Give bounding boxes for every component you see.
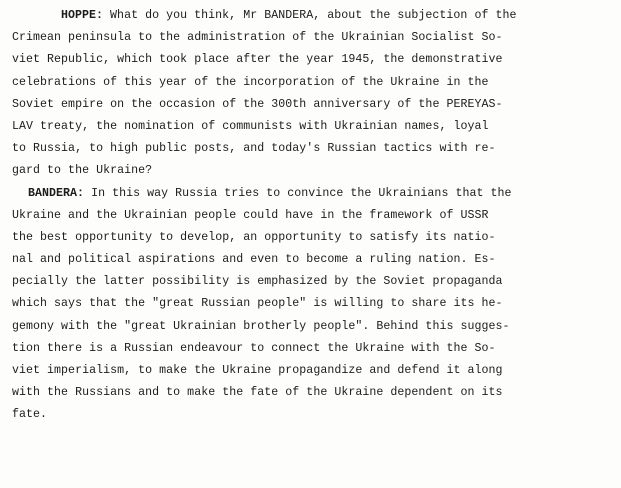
hoppe-line-5: Soviet empire on the occasion of the 300th anniversary of the PEREYAS- (12, 97, 503, 111)
bandera-line-5: pecially the latter possibility is emphasized by the Soviet propaganda (12, 275, 503, 289)
bandera-line-11: fate. (12, 408, 48, 422)
speaker-bandera: BANDERA: (28, 186, 85, 200)
bandera-line-3: the best opportunity to develop, an opportunity to satisfy its natio- (12, 230, 496, 244)
bandera-line-1 (12, 183, 612, 205)
speaker-hoppe: HOPPE: (61, 9, 104, 22)
hoppe-line-3: viet Republic, which took place after the year 1945, the demonstrative (12, 53, 503, 67)
bandera-line-4: nal and political aspirations and even to become a ruling nation. Es- (12, 253, 496, 267)
bandera-line-7: gemony with the "great Ukrainian brotherly people". Behind this sugges- (12, 319, 510, 333)
bandera-line-6: which says that the "great Russian people" is willing to share its he- (12, 297, 503, 311)
text-span: In this way Russia tries to convince the Ukrainians that the (84, 186, 512, 200)
bandera-line-9: viet imperialism, to make the Ukraine propagandize and defend it along (12, 364, 503, 377)
text-span: What do you think, Mr BANDERA, about the subjection of the (103, 9, 517, 22)
hoppe-line-7: to Russia, to high public posts, and today's Russian tactics with re- (12, 142, 496, 156)
hoppe-line-2: Crimean peninsula to the administration of the Ukrainian Socialist So- (12, 31, 503, 45)
bandera-line-8: tion there is a Russian endeavour to connect the Ukraine with the So- (12, 341, 496, 355)
hoppe-line-6: LAV treaty, the nomination of communists with Ukrainian names, loyal (12, 119, 489, 133)
bandera-line-2: Ukraine and the Ukrainian people could have in the framework of USSR (12, 208, 489, 222)
bandera-line-10: with the Russians and to make the fate of the Ukraine dependent on its (12, 386, 503, 400)
hoppe-line-8: gard to the Ukraine? (12, 164, 153, 178)
interview-transcript (12, 5, 612, 427)
hoppe-line-4: celebrations of this year of the incorporation of the Ukraine in the (12, 75, 489, 89)
hoppe-line-1 (12, 5, 612, 27)
